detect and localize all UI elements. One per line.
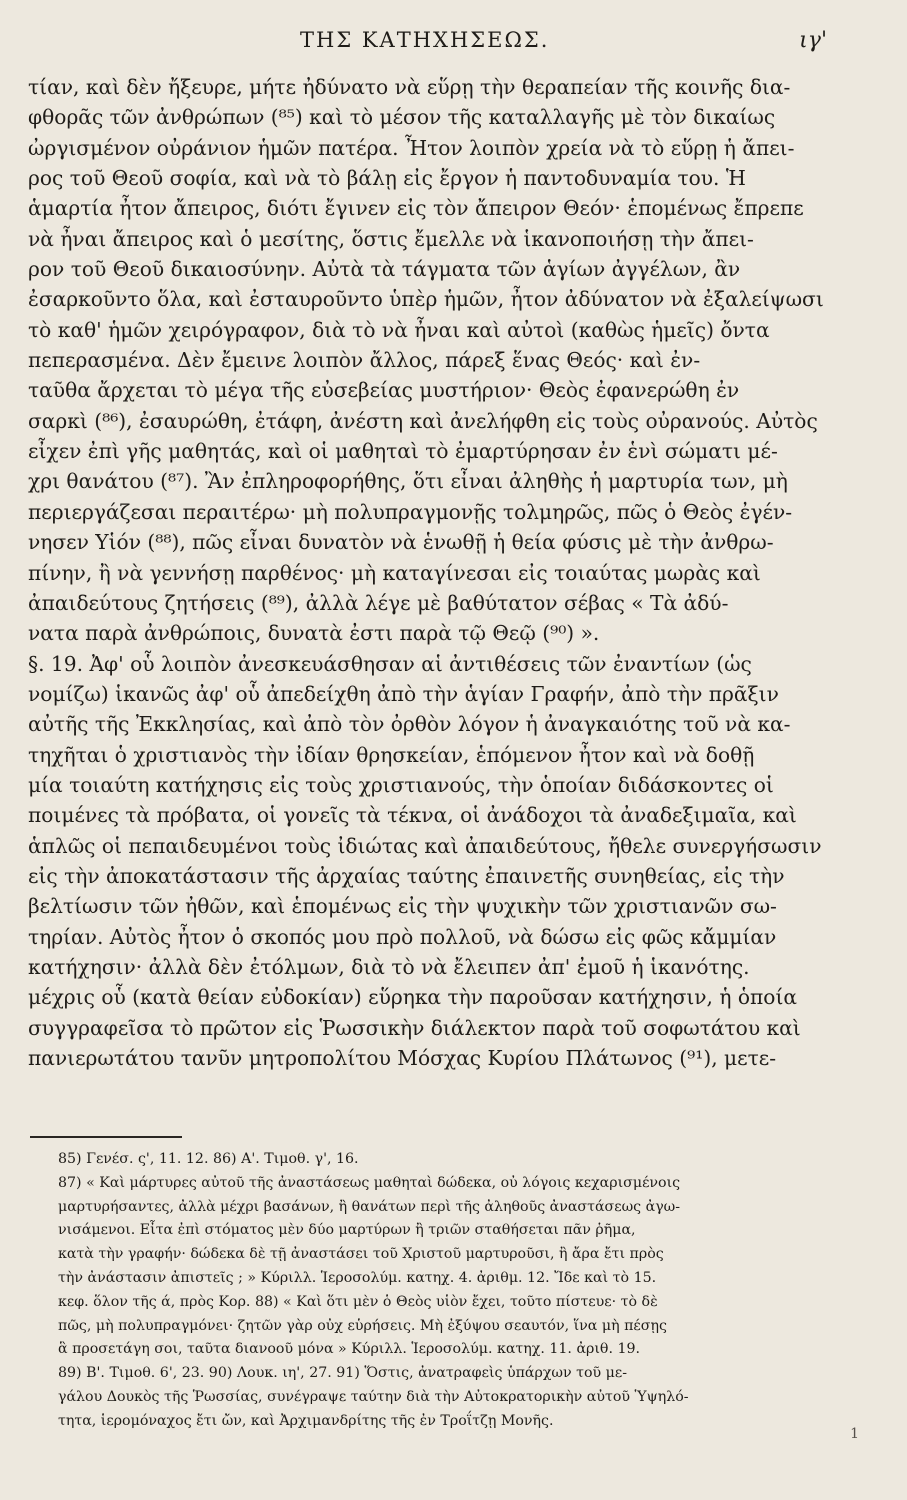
body-line: νομίζω) ἱκανῶς ἀφ' οὗ ἀπεδείχθη ἀπὸ τὴν ἁγίαν Γραφήν, ἀπὸ τὴν πρᾶξιν	[28, 681, 779, 706]
body-line: νησεν Υἱόν (⁸⁸), πῶς εἶναι δυνατὸν νὰ ἑνωθῇ ἡ θεία φύσις μὲ τὴν ἀνθρω-	[28, 530, 774, 555]
footnote-line: μαρτυρήσαντες, ἀλλὰ μέχρι βασάνων, ἢ θανάτων περὶ τῆς ἀληθοῦς ἀναστάσεως ἀγω-	[58, 1198, 681, 1215]
body-line: πεπερασμένα. Δὲν ἔμεινε λοιπὸν ἄλλος, πάρεξ ἕνας Θεός· καὶ ἐν-	[28, 348, 701, 373]
body-line: εἶχεν ἐπὶ γῆς μαθητάς, καὶ οἱ μαθηταὶ τὸ ἐμαρτύρησαν ἐν ἑνὶ σώματι μέ-	[28, 439, 778, 464]
body-line: σαρκὶ (⁸⁶), ἐσαυρώθη, ἐτάφη, ἀνέστη καὶ ἀνελήφθη εἰς τοὺς οὐρανούς. Αὐτὸς	[28, 408, 818, 433]
body-line: κατήχησιν· ἀλλὰ δὲν ἐτόλμων, διὰ τὸ νὰ ἔλειπεν ἀπ' ἐμοῦ ἡ ἱκανότης.	[28, 954, 750, 979]
body-line: εἰς τὴν ἀποκατάστασιν τῆς ἀρχαίας ταύτης ἐπαινετῆς συνηθείας, εἰς τὴν	[28, 863, 785, 888]
body-line: τηχῆται ὁ χριστιανὸς τὴν ἰδίαν θρησκείαν, ἑπόμενον ἦτον καὶ νὰ δοθῇ	[28, 742, 755, 767]
footnote-line: 85) Γενέσ. ς', 11. 12. 86) Α'. Τιμοθ. γ', 16.	[58, 1151, 359, 1167]
body-line: §. 19. Ἀφ' οὗ λοιπὸν ἀνεσκευάσθησαν αἱ ἀντιθέσεις τῶν ἐναντίων (ὡς	[28, 651, 752, 676]
body-line: χρι θανάτου (⁸⁷). Ἂν ἐπληροφορήθης, ὅτι εἶναι ἀληθὴς ἡ μαρτυρία των, μὴ	[28, 469, 788, 494]
body-line: νατα παρὰ ἀνθρώποις, δυνατὰ ἐστι παρὰ τῷ Θεῷ (⁹⁰) ».	[28, 621, 600, 646]
body-line: νὰ ἦναι ἄπειρος καὶ ὁ μεσίτης, ὅστις ἔμελλε νὰ ἱκανοποιήσῃ τὴν ἄπει-	[28, 226, 754, 251]
body-line: μέχρις οὗ (κατὰ θείαν εὐδοκίαν) εὕρηκα τὴν παροῦσαν κατήχησιν, ἡ ὁποία	[28, 985, 798, 1010]
footnote-line: 89) Β'. Τιμοθ. 6', 23. 90) Λουκ. ιη', 27. 91) Ὅστις, ἀνατραφεὶς ὑπάρχων τοῦ με-	[58, 1365, 628, 1382]
footnote-line: νισάμενοι. Εἶτα ἐπὶ στόματος μὲν δύο μαρτύρων ἢ τριῶν σταθήσεται πᾶν ῥῆμα,	[58, 1222, 636, 1239]
page-header	[0, 28, 907, 58]
body-text	[28, 72, 843, 1073]
footnotes	[58, 1148, 848, 1434]
body-line: μία τοιαύτη κατήχησις εἰς τοὺς χριστιανούς, τὴν ὁποίαν διδάσκοντες οἱ	[28, 772, 774, 797]
body-line: ἐσαρκοῦντο ὅλα, καὶ ἐσταυροῦντο ὑπὲρ ἡμῶν, ἦτον ἀδύνατον νὰ ἐξαλείψωσι	[28, 287, 824, 312]
body-line: ὠργισμένον οὐράνιον ἡμῶν πατέρα. Ἦτον λοιπὸν χρεία νὰ τὸ εὕρῃ ἡ ἄπει-	[28, 135, 795, 160]
body-line: ἀπαιδεύτους ζητήσεις (⁸⁹), ἀλλὰ λέγε μὲ βαθύτατον σέβας « Τὰ ἀδύ-	[28, 590, 729, 615]
body-line: ταῦθα ἄρχεται τὸ μέγα τῆς εὐσεβείας μυστήριον· Θεὸς ἐφανερώθη ἐν	[28, 378, 740, 403]
body-line: ἁπλῶς οἱ πεπαιδευμένοι τοὺς ἰδιώτας καὶ ἀπαιδεύτους, ἤθελε συνεργήσωσιν	[28, 833, 822, 858]
body-line: τίαν, καὶ δὲν ἤξευρε, μήτε ἠδύνατο νὰ εὕρῃ τὴν θεραπείαν τῆς κοινῆς δια-	[28, 75, 791, 99]
body-line: τηρίαν. Αὐτὸς ἦτον ὁ σκοπός μου πρὸ πολλοῦ, νὰ δώσω εἰς φῶς κἄμμίαν	[28, 924, 777, 949]
running-head: ΤΗΣ ΚΑΤΗΧΗΣΕΩΣ.	[300, 28, 550, 52]
body-line: ρος τοῦ Θεοῦ σοφία, καὶ νὰ τὸ βάλῃ εἰς ἔργον ἡ παντοδυναμία του. Ἡ	[28, 166, 746, 191]
page-number: ιγ'	[799, 28, 827, 53]
body-line: πίνην, ἢ νὰ γεννήσῃ παρθένος· μὴ καταγίνεσαι εἰς τοιαύτας μωρὰς καὶ	[28, 560, 761, 585]
body-line: πανιερωτάτου τανῦν μητροπολίτου Μόσχας Κυρίου Πλάτωνος (⁹¹), μετε-	[28, 1046, 777, 1070]
body-line: τὸ καθ' ἡμῶν χειρόγραφον, διὰ τὸ νὰ ἦναι καὶ αὐτοὶ (καθὼς ἡμεῖς) ὄντα	[28, 317, 770, 342]
body-line: ἁμαρτία ἦτον ἄπειρος, διότι ἔγινεν εἰς τὸν ἄπειρον Θεόν· ἑπομένως ἔπρεπε	[28, 196, 804, 221]
footnote-line: τητα, ἱερομόναχος ἔτι ὤν, καὶ Ἀρχιμανδρίτης τῆς ἐν Τροΐτζῃ Μονῆς.	[58, 1412, 554, 1429]
body-line: περιεργάζεσαι περαιτέρω· μὴ πολυπραγμονῇς τολμηρῶς, πῶς ὁ Θεὸς ἐγέν-	[28, 499, 793, 524]
footnote-line: 87) « Καὶ μάρτυρες αὐτοῦ τῆς ἀναστάσεως μαθηταὶ δώδεκα, οὐ λόγοις κεχαρισμένοις	[58, 1174, 681, 1191]
footnote-divider	[30, 1136, 182, 1138]
footnote-line: κατὰ τὴν γραφήν· δώδεκα δὲ τῇ ἀναστάσει τοῦ Χριστοῦ μαρτυροῦσι, ἢ ἄρα ἔτι πρὸς	[58, 1246, 664, 1263]
footnote-line: πῶς, μὴ πολυπραγμόνει· ζητῶν γὰρ οὐχ εὑρήσεις. Μὴ ἐξύψου σεαυτόν, ἵνα μὴ πέσῃς	[58, 1317, 667, 1334]
body-line: αὐτῆς τῆς Ἐκκλησίας, καὶ ἀπὸ τὸν ὀρθὸν λόγον ἡ ἀναγκαιότης τοῦ νὰ κα-	[28, 712, 791, 737]
footnote-line: κεφ. ὅλον τῆς ά, πρὸς Κορ. 88) « Καὶ ὅτι μὲν ὁ Θεὸς υἱὸν ἔχει, τοῦτο πίστευε· τὸ δὲ	[58, 1293, 658, 1310]
body-line: ποιμένες τὰ πρόβατα, οἱ γονεῖς τὰ τέκνα, οἱ ἀνάδοχοι τὰ ἀναδεξιμαῖα, καὶ	[28, 803, 797, 828]
body-line: ρον τοῦ Θεοῦ δικαιοσύνην. Αὐτὰ τὰ τάγματα τῶν ἁγίων ἀγγέλων, ἂν	[28, 257, 741, 282]
footnote-line: ἃ προσετάγη σοι, ταῦτα διανοοῦ μόνα » Κύριλλ. Ἱεροσολύμ. κατηχ. 11. ἀριθ. 19.	[58, 1341, 641, 1358]
margin-mark: 1	[850, 1426, 859, 1442]
footnote-line: γάλου Δουκὸς τῆς Ῥωσσίας, συνέγραψε ταύτην διὰ τὴν Αὐτοκρατορικὴν αὐτοῦ Ὑψηλό-	[58, 1388, 689, 1405]
footnote-line: τὴν ἀνάστασιν ἀπιστεῖς ; » Κύριλλ. Ἱεροσολύμ. κατηχ. 4. ἀριθμ. 12. Ἴδε καὶ τὸ 15.	[58, 1269, 657, 1286]
body-line: συγγραφεῖσα τὸ πρῶτον εἰς Ῥωσσικὴν διάλεκτον παρὰ τοῦ σοφωτάτου καὶ	[28, 1015, 801, 1040]
body-line: βελτίωσιν τῶν ἠθῶν, καὶ ἑπομένως εἰς τὴν ψυχικὴν τῶν χριστιανῶν σω-	[28, 894, 777, 919]
body-line: φθορᾶς τῶν ἀνθρώπων (⁸⁵) καὶ τὸ μέσον τῆς καταλλαγῆς μὲ τὸν δικαίως	[28, 105, 776, 130]
